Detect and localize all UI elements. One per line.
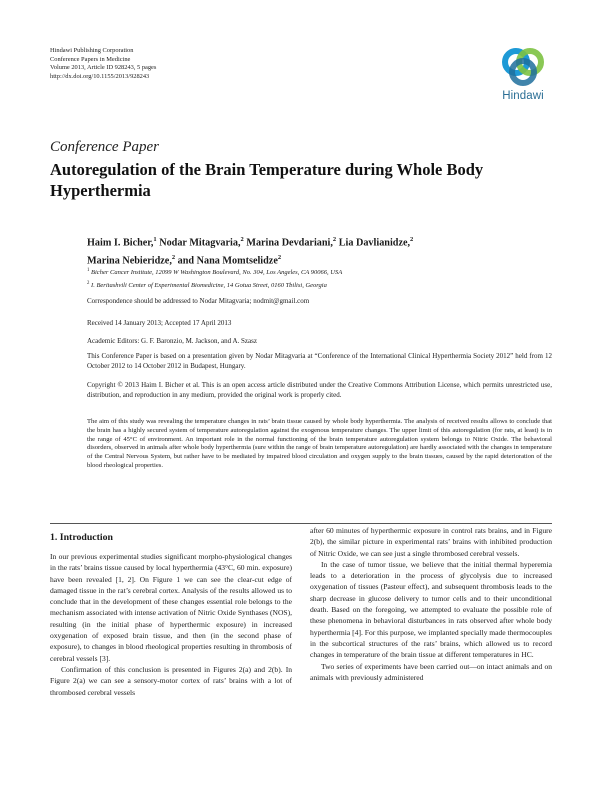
publisher-name: Hindawi Publishing Corporation	[50, 47, 134, 54]
affiliation-text: Bicher Cancer Institute, 12099 W Washington Boulevard, No. 304, Los Angeles, CA 90066, USA	[89, 269, 343, 277]
paragraph: In our previous experimental studies significant morpho-physiological changes in the rats’ brains tissue caused by local hyperthermia (43°C, 60 min. exposure) have been revealed [1, 2]. On Figure 1 we can see the clear-cut edge of damaged tissue in the rat’s cerebral cortex. Analysis of the results allowed us to conclude that in the development of these changes essential role belongs to the mechanism associated with intense activation of Nitric Oxide Synthases (NOS), resulting (in the initial phase of hyperthermic exposure) in increased oxygenation of exposed brain tissue, and then (in the second phase of exposure), to changes in blood rheological properties resulting in thrombosis of cerebral vessels [3].	[50, 552, 292, 663]
paragraph: In the case of tumor tissue, we believe that the initial thermal hyperemia leads to a deterioration in the process of glycolysis due to increased oxygenation of tissues (Pasteur effect), and subsequent thrombosis leads to the sharp decrease in glucose delivery to tumor cells and to their unconditional death. Based on the foregoing, we attempted to evaluate the possible role of these phenomena in behavioral disturbances in rats observed after whole body hyperthermia [4]. For this purpose, we implanted specially made thermocouples in the subcortical structures of the rats’ brains, which allowed us to record changes in temperature of the brain tissue at different temperatures in HC.	[310, 559, 552, 660]
paper-title: Autoregulation of the Brain Temperature during Whole Body Hyperthermia	[50, 160, 484, 200]
paper-type: Conference Paper	[50, 139, 159, 155]
paragraph: after 60 minutes of hyperthermic exposure in control rats brains, and in Figure 2(b), the similar picture in experimental rats’ brains with inhibited production of Nitric Oxide, we can see just a single thrombosed cerebral vessels.	[310, 526, 552, 558]
received-dates: Received 14 January 2013; Accepted 17 April 2013	[87, 319, 232, 327]
copyright-notice: Copyright © 2013 Haim I. Bicher et al. This is an open access article distributed under the Creative Commons Attribution License, which permits unrestricted use, distribution, and reproduction in any medium, provided the original work is properly cited.	[87, 381, 552, 399]
doi-link[interactable]: http://dx.doi.org/10.1155/2013/928243	[50, 72, 150, 80]
author-affiliation-mark: 1	[153, 236, 157, 243]
author-affiliation-mark: 2	[277, 254, 282, 262]
journal-name: Conference Papers in Medicine	[50, 55, 131, 63]
section-divider	[50, 523, 552, 524]
hindawi-logo	[493, 45, 553, 105]
affiliation-text: I. Beritashvili Center of Experimental Biomedicine, 14 Gotua Street, 0160 Tbilisi, Georgia	[89, 281, 327, 289]
affiliation	[87, 279, 557, 292]
academic-editors: Academic Editors: G. F. Baronzio, M. Jackson, and A. Szasz	[87, 337, 257, 345]
author-name: Marina Devdariani,	[246, 237, 333, 249]
logo-wordmark: Hindawi	[502, 90, 544, 102]
affiliation-list	[87, 266, 557, 291]
author-name: Lia Davlianidze,	[338, 237, 411, 249]
affiliation	[87, 266, 557, 279]
author-affiliation-mark: 2	[332, 236, 337, 243]
author-affiliation-mark: 2	[171, 254, 176, 262]
hindawi-logo-icon	[499, 45, 547, 89]
author-affiliation-mark: 2	[410, 236, 414, 243]
conference-note: This Conference Paper is based on a presentation given by Nodar Mitagvaria at “Conference of the International Clinical Hyperthermia Society 2012” held from 12 October 2012 to 14 October 2012 in Budapest, Hungary.	[87, 352, 552, 370]
body-column-right	[310, 525, 552, 683]
body-column-left	[50, 551, 292, 698]
author-name: Nodar Mitagvaria,	[159, 237, 241, 249]
author-affiliation-mark: 2	[240, 236, 244, 243]
paragraph: Confirmation of this conclusion is presented in Figures 2(a) and 2(b). In Figure 2(a) we can see a sensory-motor cortex of rats’ brains with a lot of thrombosed cerebral vessels	[50, 664, 292, 697]
volume-info: Volume 2013, Article ID 928243, 5 pages	[50, 64, 157, 72]
author-list	[87, 232, 557, 269]
affiliation-number: 2	[87, 280, 90, 286]
journal-metadata	[50, 47, 156, 81]
author-name: Marina Nebieridze,	[87, 255, 172, 267]
author-name: Haim I. Bicher,	[87, 237, 154, 249]
correspondence-note: Correspondence should be addressed to Nodar Mitagvaria; nodmit@gmail.com	[87, 297, 310, 305]
author-name: and Nana Momtselidze	[177, 255, 278, 267]
affiliation-number: 1	[87, 268, 90, 273]
section-heading: 1. Introduction	[50, 532, 113, 543]
paragraph: Two series of experiments have been carried out—on intact animals and on animals with previously administered	[310, 661, 552, 682]
abstract: The aim of this study was revealing the temperature changes in rats’ brain tissue caused by whole body hyperthermia. The analysis of received results allows to conclude that the brain has a highly secured system of temperature autoregulation against the exogenous temperature changes. The upper limit of this autoregulation (for rats, at least) is in the range of 45°C of environment. An important role in the normal functioning of the brain temperature autoregulation system belongs to Nitric Oxide. The behavioral disorders, observed in animals after whole body hyperthermia (sure within the range of brain temperature autoregulation) are hardly associated with the changes in temperature of the Central Nervous System, but rather have to be mediated by impaired blood circulation and oxygen supply to the brain tissues, caused by the rapid deterioration of the blood rheological properties.	[87, 418, 552, 469]
